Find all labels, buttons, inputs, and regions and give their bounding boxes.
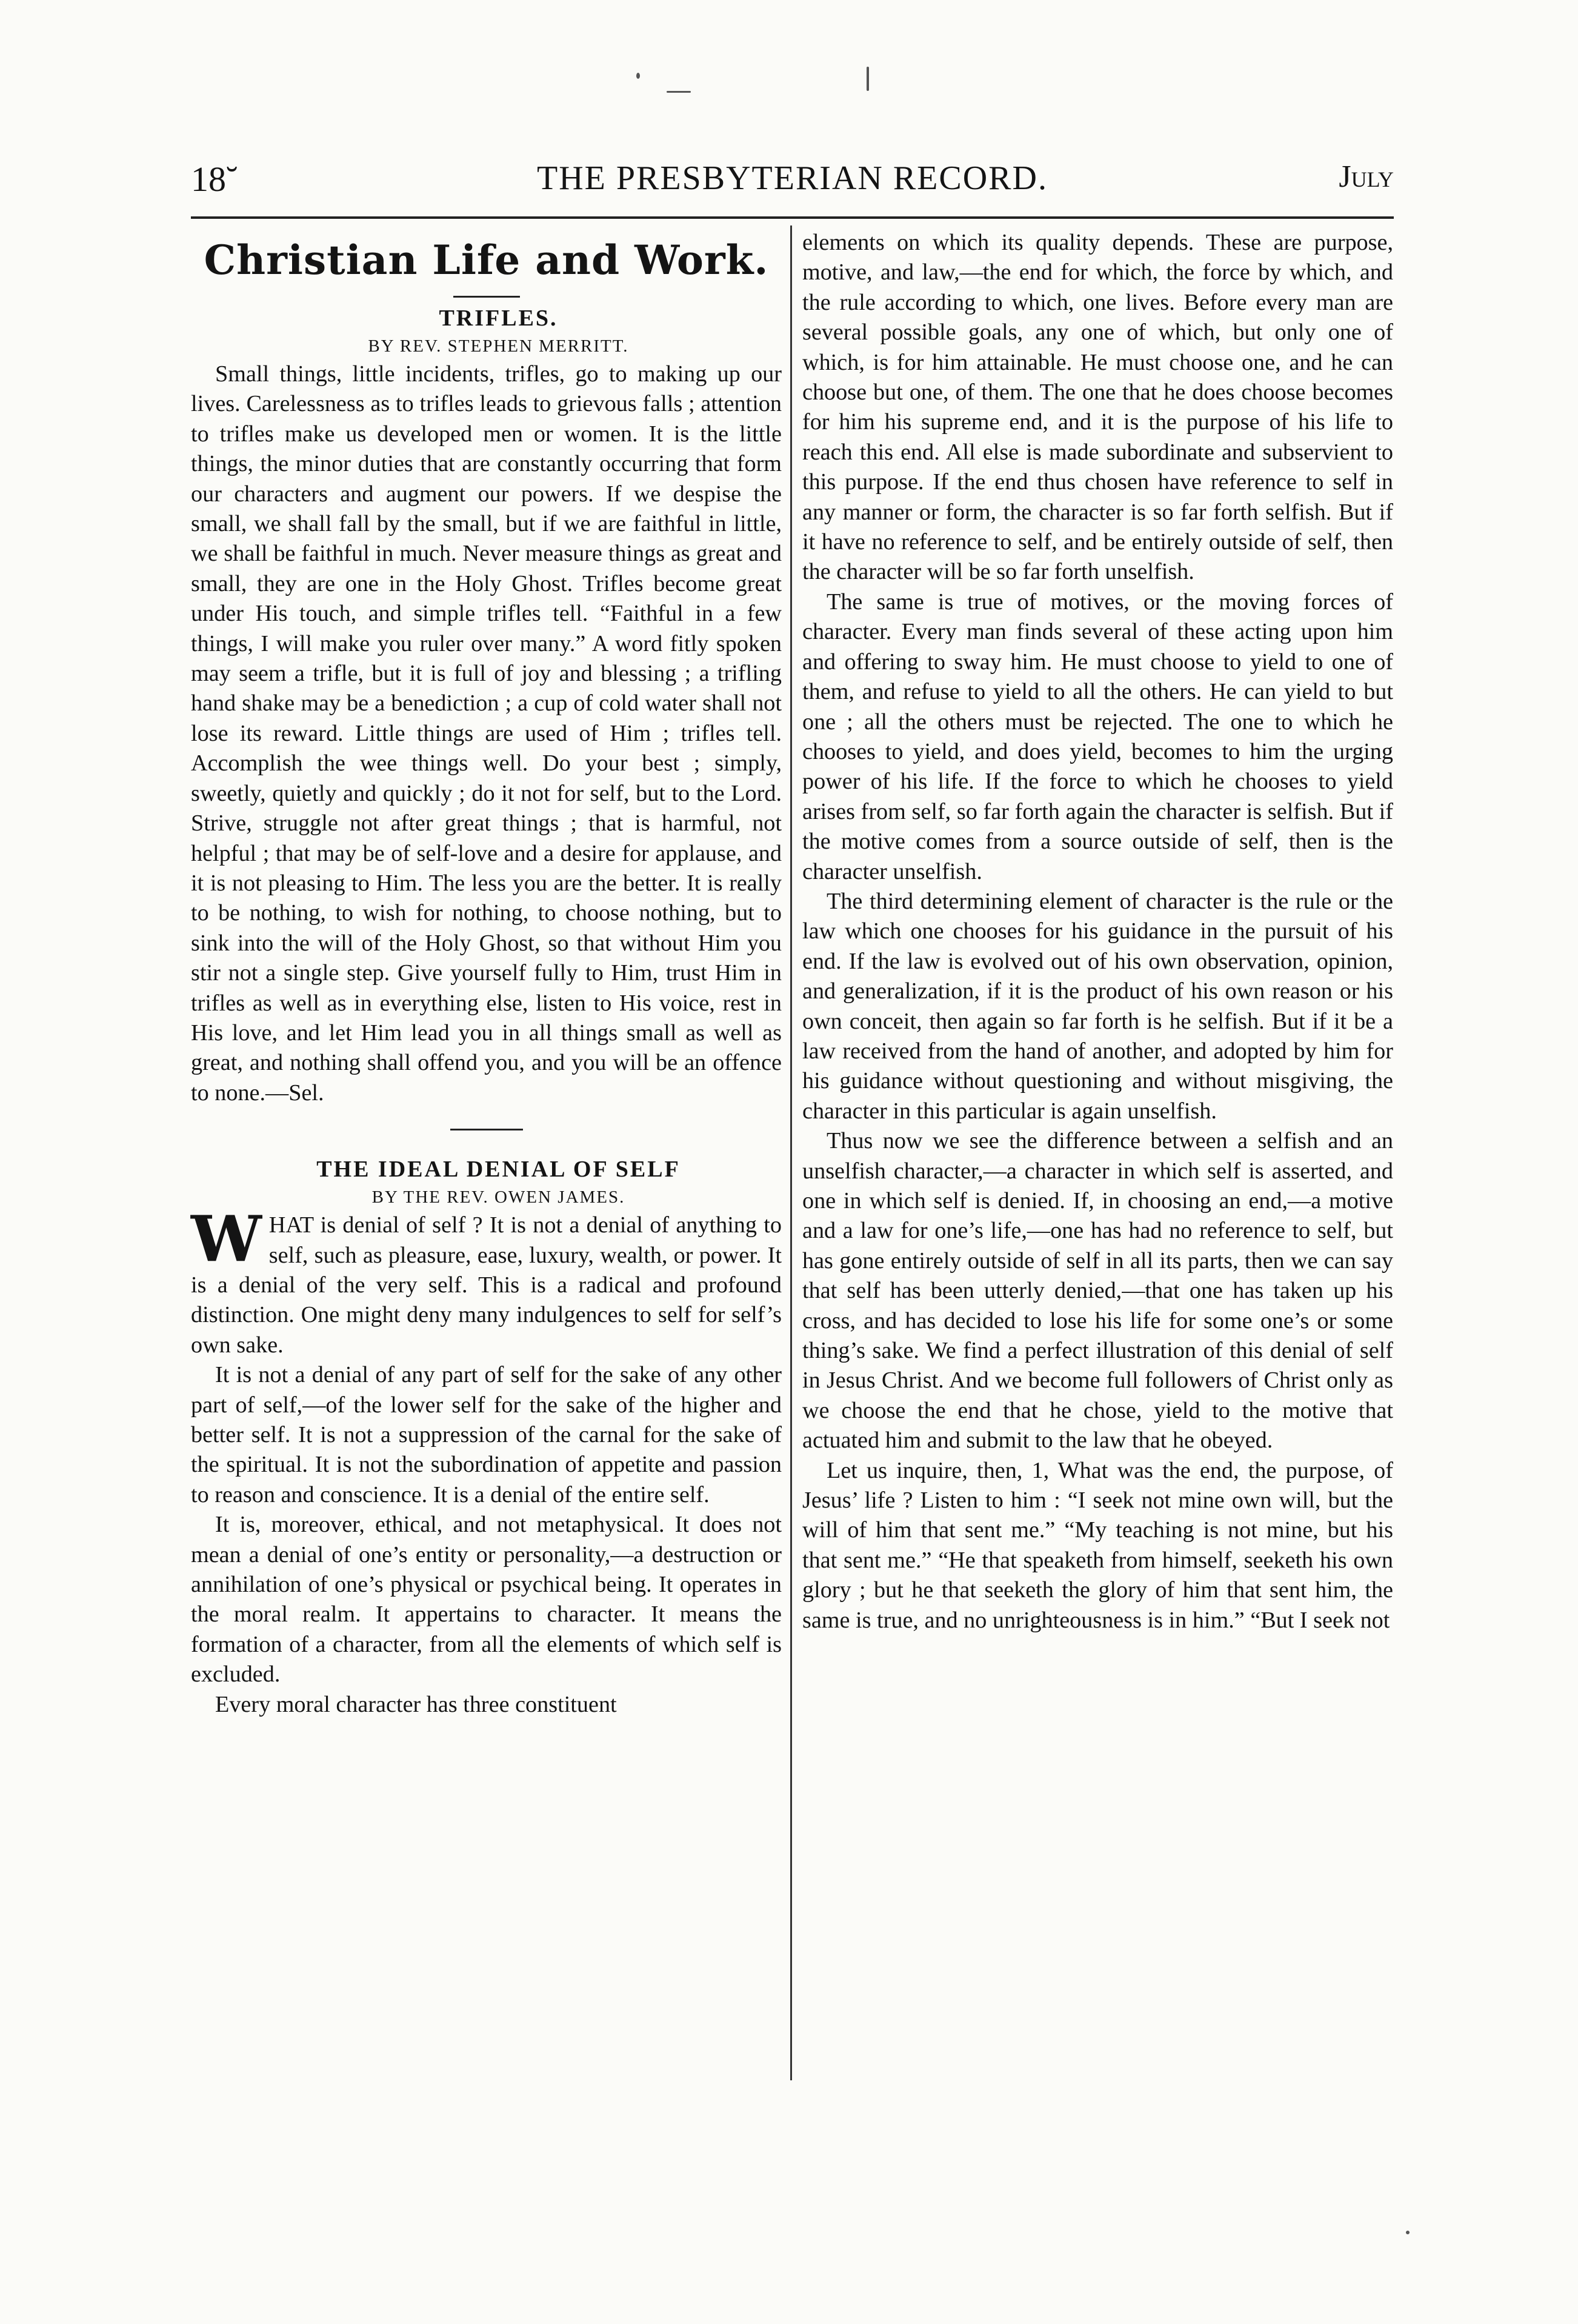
header-rule	[191, 216, 1394, 219]
scan-speck	[867, 67, 869, 91]
article-paragraph: It is not a denial of any part of self for the sake of any other part of self,—of the lower self for the sake of the higher and better self. It is not a suppression of the carnal for the sake of the spiritual. It is not the subordination of appetite and passion to reason and conscience. It is a denial of the entire self.	[191, 1362, 782, 1508]
article-byline-trifles: BY REV. STEPHEN MERRITT.	[368, 336, 629, 356]
article-paragraph: The same is true of motives, or the moving forces of character. Every man finds several of these acting upon him and offering to sway him. He must choose to yield to one of them, and refuse to yield to all the others. He can yield to but one ; all the others must be rejected. The one to which he chooses to yield, and does yield, becomes to him the urging power of his life. If the force to which he chooses to yield arises from self, so far forth again the character is selfish. But if the motive comes from a source outside of self, then is the character unselfish.	[802, 589, 1393, 884]
first-paragraph-text: HAT is denial of self ? It is not a denial of anything to self, such as pleasure, ease, luxury, wealth, or power. It is a denial of the very self. This is a radical and profound distinction. One might deny many indulgences to self for self’s own sake.	[191, 1212, 782, 1358]
section-title: Christian Life and Work.	[204, 236, 769, 284]
scan-speck	[1406, 2231, 1410, 2234]
article-paragraph	[191, 1201, 782, 1360]
article-divider	[450, 1129, 523, 1130]
section-rule	[453, 296, 520, 298]
drop-cap: W	[191, 1201, 262, 1277]
article-paragraph: It is, moreover, ethical, and not metaphysical. It does not mean a denial of one’s entity or personality,—a destruction or annihilation of one’s physical or psychical being. It operates in the moral realm. It appertains to character. It means the formation of a character, from all the elements of which self is excluded.	[191, 1512, 782, 1688]
article-paragraph: The third determining element of character is the rule or the law which one chooses for his guidance in the pursuit of his end. If the law is evolved out of his own observation, opinion, and generalization, if it is the product of his own reason or his own conceit, then again so far forth is he selfish. But if it be a law received from the hand of another, and adopted by him for his guidance without questioning and without misgiving, the character in this particular is again unselfish.	[802, 888, 1393, 1124]
article-paragraph: Small things, little incidents, trifles, go to making up our lives. Carelessness as to trifles leads to grievous falls ; attention to trifles make us developed men or women. It is the little things, the minor duties that are constantly occurring that form our characters and augment our powers. If we despise the small, we shall fall by the small, but if we are faithful in little, we shall be faithful in much. Never measure things as great and small, they are one in the Holy Ghost. Trifles become great under His touch, and simple trifles tell. “Faithful in a few things, I will make you ruler over many.” A word fitly spoken may seem a trifle, but it is full of joy and blessing ; a trifling hand shake may be a benediction ; a cup of cold water shall not lose its reward. Little things are used of Him ; trifles tell. Accomplish the wee things well. Do your best ; simply, sweetly, quietly and quickly ; do it not for self, but to the Lord. Strive, struggle not after great things ; that is harmful, not helpful ; that may be of self-love and a desire for applause, and it is not pleasing to Him. The less you are the better. It is really to be nothing, to wish for nothing, to choose nothing, but to sink into the will of the Holy Ghost, so that without Him you stir not a single step. Give yourself fully to Him, trust Him in trifles as well as in everything else, listen to His voice, rest in His love, and let Him lead you in all things small as well as great, and nothing shall offend you, and you will be an offence to none.—Sel.	[191, 361, 782, 1106]
article-byline-ideal-denial: BY THE REV. OWEN JAMES.	[371, 1187, 625, 1207]
article-paragraph: elements on which its quality depends. These are purpose, motive, and law,—the end for which, the force by which, and the rule according to which, one lives. Before every man are several possible goals, any one of which, but only one of which, is for him attainable. He must choose one, and he can choose but one, of them. The one that he does choose becomes for him his supreme end, and it is the purpose of his life to reach this end. All else is made subordinate and subservient to this purpose. If the end thus chosen have reference to self in any manner or form, the character is so far forth selfish. But if it have no reference to self, and be entirely outside of self, then the character will be so far forth unselfish.	[802, 230, 1393, 585]
scan-speck	[636, 73, 640, 79]
right-column	[802, 228, 1393, 1635]
article-paragraph: Thus now we see the difference between a selfish and an unselfish character,—a character in which self is asserted, and one in which self is denied. If, in choosing an end,—a motive and a law for one’s life,—one has had no reference to self, but has gone entirely outside of self in all its parts, then we can say that self has been utterly denied,—that one has taken up his cross, and has decided to lose his life for some one’s or some thing’s sake. We find a perfect illustration of this denial of self in Jesus Christ. And we become full followers of Christ only as we choose the end that he chose, yield to the motive that actuated him and submit to the law that he obeyed.	[802, 1128, 1393, 1454]
running-title: THE PRESBYTERIAN RECORD.	[537, 159, 1048, 197]
left-column	[191, 228, 782, 1720]
article-paragraph: Let us inquire, then, 1, What was the end, the purpose, of Jesus’ life ? Listen to him : “I seek not mine own will, but the will of him that sent me.” “My teaching is not mine, but his that sent me.” “He that speaketh from himself, seeketh his own glory ; but he that seeketh the glory of him that sent him, the same is true, and no unrighteousness is in him.” “But I seek not	[802, 1457, 1393, 1633]
article-title-ideal-denial: THE IDEAL DENIAL OF SELF	[316, 1157, 681, 1183]
column-divider	[790, 225, 792, 2080]
page-number: 18˘	[191, 159, 238, 199]
issue-month: July	[1339, 159, 1394, 194]
article-paragraph: Every moral character has three constituent	[215, 1691, 617, 1717]
article-title-trifles: TRIFLES.	[439, 306, 558, 331]
page-header	[191, 159, 1394, 201]
scan-speck	[667, 91, 691, 93]
